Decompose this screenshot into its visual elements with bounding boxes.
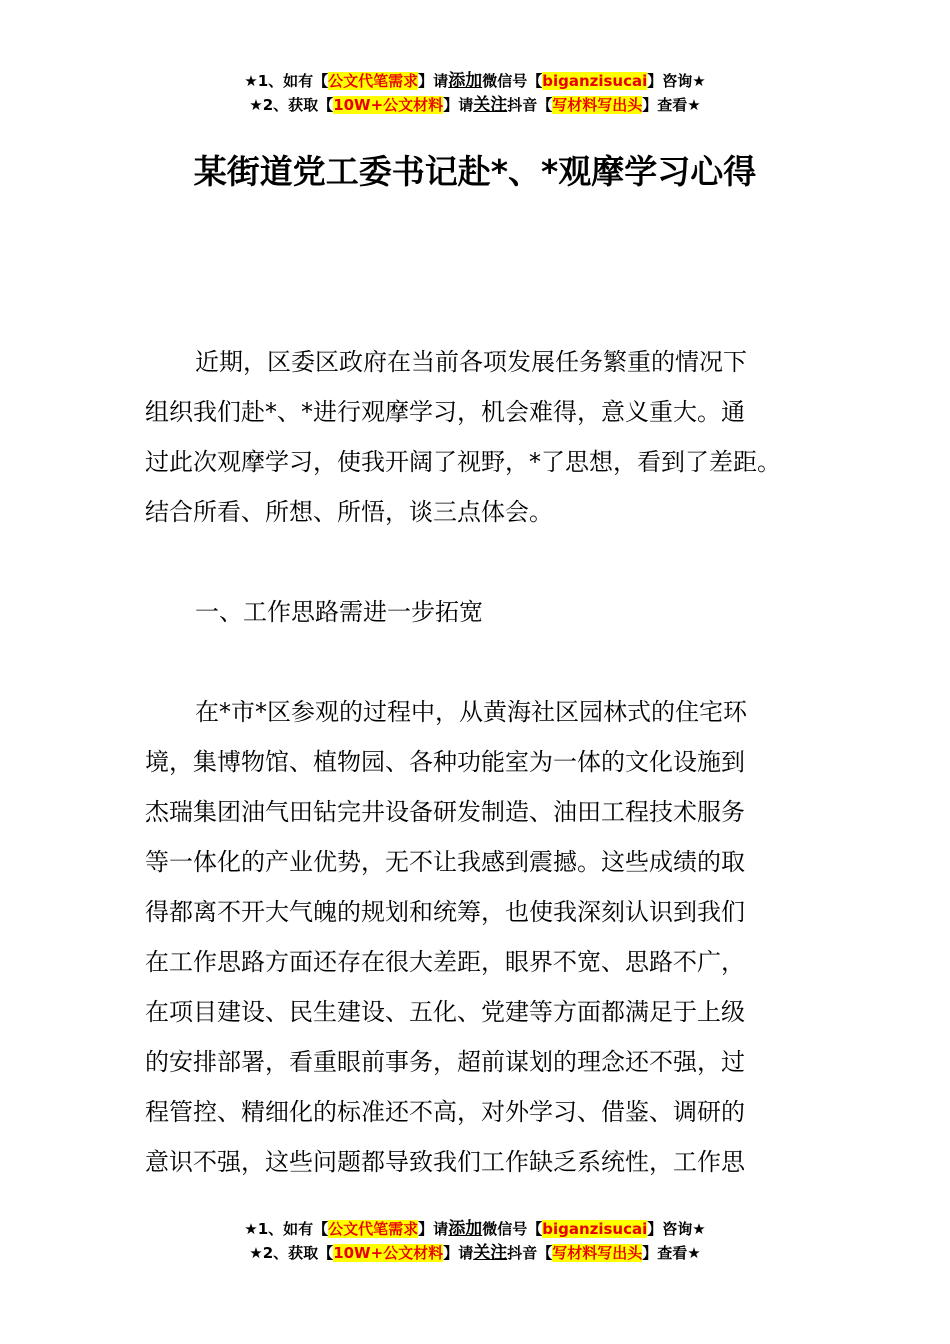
promo-emphasis: 添加 xyxy=(448,1219,483,1239)
section-heading-text: 一、工作思路需进一步拓宽 xyxy=(195,598,483,626)
promo-line-2 xyxy=(0,1241,950,1265)
promo-text: 】请 xyxy=(418,1220,449,1238)
promo-text: 】请 xyxy=(443,1244,474,1262)
promo-text: 微信号【 xyxy=(482,72,543,90)
promo-text: 抖音【 xyxy=(507,96,553,114)
paragraph-line: 杰瑞集团油气田钻完井设备研发制造、油田工程技术服务 xyxy=(145,798,745,826)
promo-text: 】咨询★ xyxy=(647,1220,706,1238)
promo-line-1 xyxy=(0,69,950,93)
promo-highlight: 10W+公文材料 xyxy=(333,96,444,114)
paragraph-line: 程管控、精细化的标准还不高，对外学习、借鉴、调研的 xyxy=(145,1098,745,1126)
promo-text: 】咨询★ xyxy=(647,72,706,90)
footer-promo-banner xyxy=(0,1217,950,1265)
promo-highlight: 10W+公文材料 xyxy=(333,1244,444,1262)
promo-text: 】请 xyxy=(418,72,449,90)
paragraph-line: 的安排部署，看重眼前事务，超前谋划的理念还不强，过 xyxy=(145,1048,745,1076)
paragraph-line: 境，集博物馆、植物园、各种功能室为一体的文化设施到 xyxy=(145,748,745,776)
promo-line-1 xyxy=(0,1217,950,1241)
paragraph-line: 近期，区委区政府在当前各项发展任务繁重的情况下 xyxy=(195,348,747,376)
promo-text: ★1、如有【 xyxy=(244,1220,329,1238)
promo-text: ★2、获取【 xyxy=(249,96,334,114)
promo-highlight: 公文代笔需求 xyxy=(328,72,419,90)
promo-highlight: 公文代笔需求 xyxy=(328,1220,419,1238)
header-promo-banner xyxy=(0,69,950,117)
promo-highlight: 写材料写出头 xyxy=(552,1244,643,1262)
paragraph-line: 过此次观摩学习，使我开阔了视野，*了思想，看到了差距。 xyxy=(145,448,781,476)
promo-text: 抖音【 xyxy=(507,1244,553,1262)
paragraph-line: 在项目建设、民生建设、五化、党建等方面都满足于上级 xyxy=(145,998,745,1026)
paragraph-line: 结合所看、所想、所悟，谈三点体会。 xyxy=(145,498,553,526)
promo-highlight: biganzisucai xyxy=(542,72,648,90)
promo-highlight: biganzisucai xyxy=(542,1220,648,1238)
promo-emphasis: 关注 xyxy=(473,95,508,115)
paragraph-line: 意识不强，这些问题都导致我们工作缺乏系统性，工作思 xyxy=(145,1148,745,1176)
promo-text: ★2、获取【 xyxy=(249,1244,334,1262)
promo-emphasis: 关注 xyxy=(473,1243,508,1263)
promo-text: 】查看★ xyxy=(642,1244,701,1262)
promo-text: ★1、如有【 xyxy=(244,72,329,90)
paragraph-line: 组织我们赴*、*进行观摩学习，机会难得，意义重大。通 xyxy=(145,398,745,426)
paragraph-line: 得都离不开大气魄的规划和统筹，也使我深刻认识到我们 xyxy=(145,898,745,926)
paragraph-line: 在工作思路方面还存在很大差距，眼界不宽、思路不广， xyxy=(145,948,745,976)
document-title: 某街道党工委书记赴*、*观摩学习心得 xyxy=(193,152,757,191)
promo-line-2 xyxy=(0,93,950,117)
paragraph-section-1 xyxy=(145,687,835,1187)
promo-text: 】查看★ xyxy=(642,96,701,114)
promo-emphasis: 添加 xyxy=(448,71,483,91)
promo-highlight: 写材料写出头 xyxy=(552,96,643,114)
promo-text: 微信号【 xyxy=(482,1220,543,1238)
promo-text: 】请 xyxy=(443,96,474,114)
paragraph-line: 等一体化的产业优势，无不让我感到震撼。这些成绩的取 xyxy=(145,848,745,876)
section-heading-1 xyxy=(145,587,835,637)
paragraph-line: 在*市*区参观的过程中，从黄海社区园林式的住宅环 xyxy=(195,698,747,726)
paragraph-intro xyxy=(145,337,835,537)
